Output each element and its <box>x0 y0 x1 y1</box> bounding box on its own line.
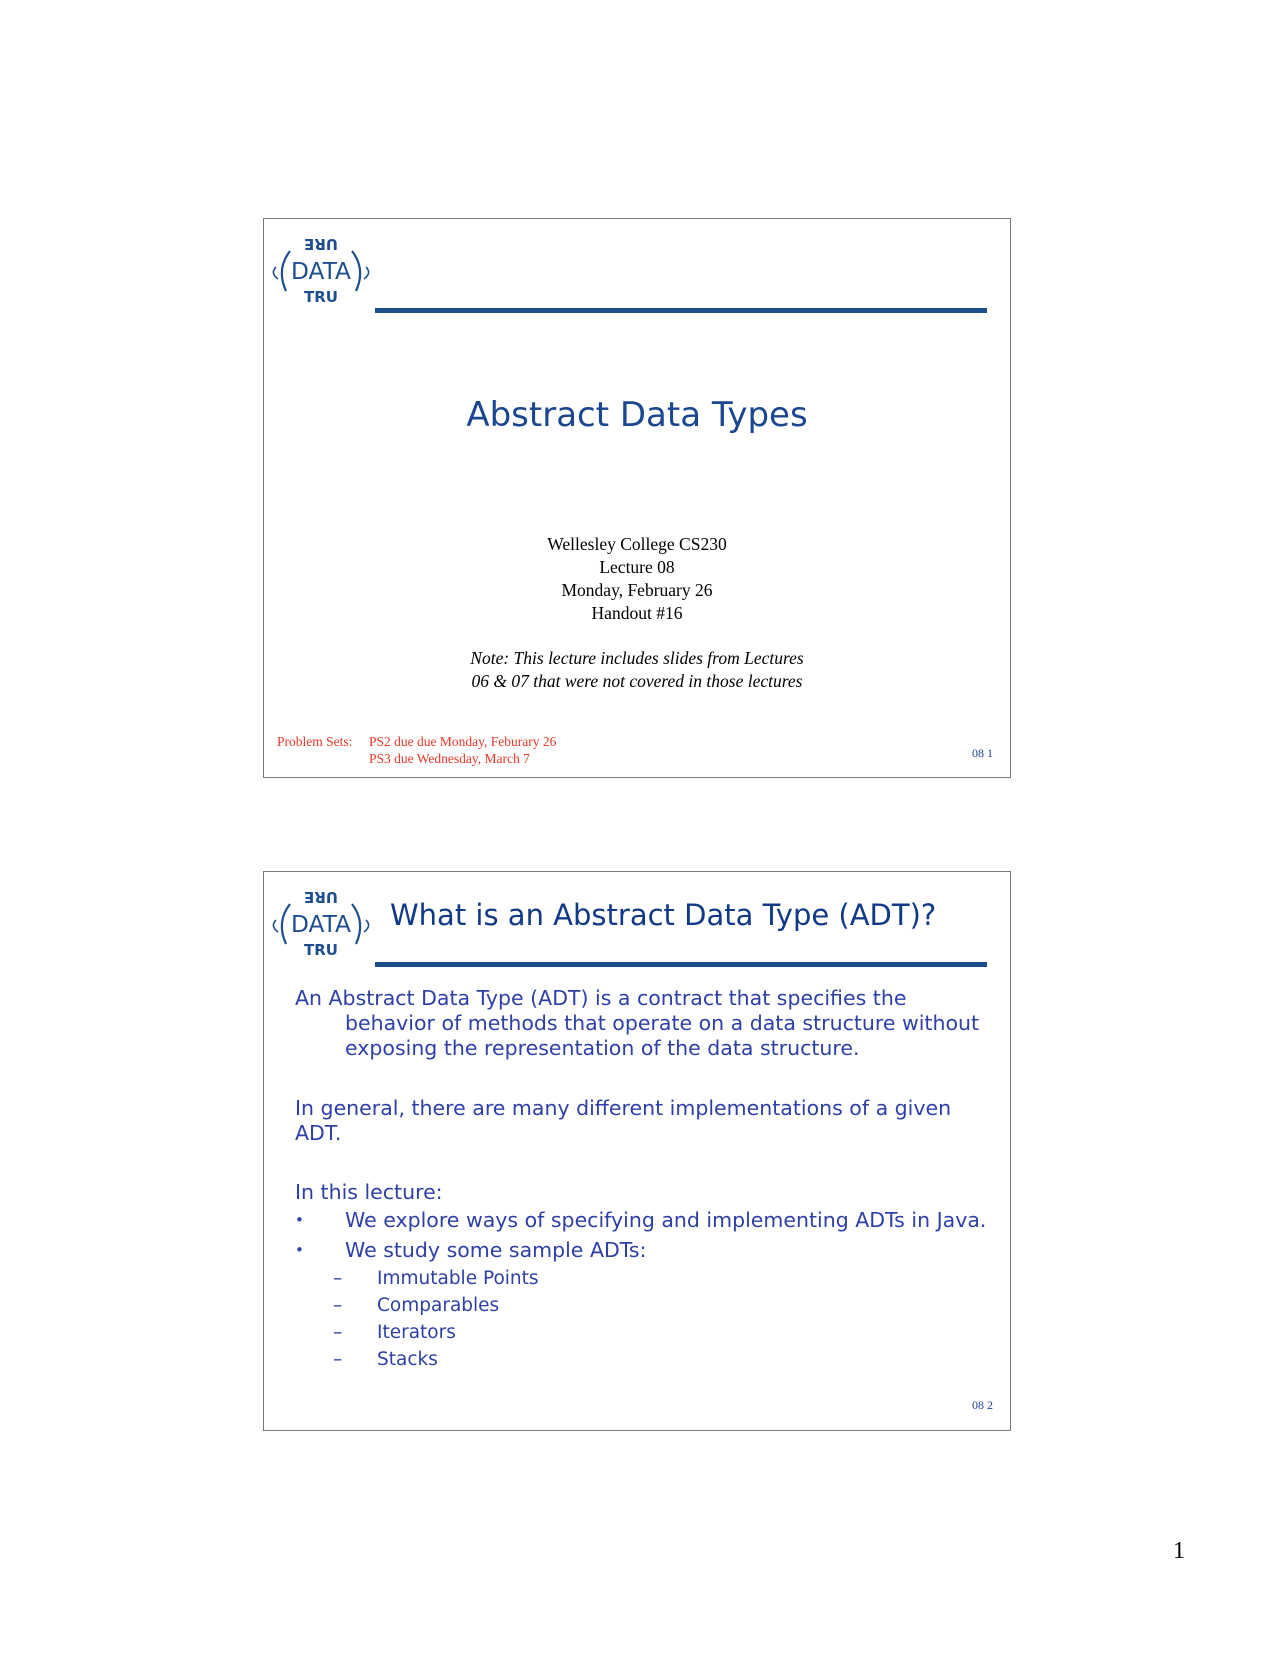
dash-icon: – <box>333 1349 343 1370</box>
lecture-line: Lecture 08 <box>599 557 675 577</box>
course-line: Wellesley College CS230 <box>547 534 727 554</box>
bullet-text: We explore ways of specifying and implementing ADTs in Java. <box>345 1208 987 1232</box>
slide-title: What is an Abstract Data Type (ADT)? <box>390 898 937 932</box>
lecture-intro: In this lecture: <box>295 1180 443 1204</box>
slide-2 <box>263 871 1011 1431</box>
handout-line: Handout #16 <box>591 603 683 623</box>
bullet-text: We study some sample ADTs: <box>345 1238 647 1262</box>
lecture-info <box>264 533 1010 625</box>
slide-1 <box>263 218 1011 778</box>
dash-icon: – <box>333 1268 343 1289</box>
data-structures-logo-icon <box>268 882 374 962</box>
title-rule <box>375 308 987 313</box>
dash-icon: – <box>333 1322 343 1343</box>
sub-item-text: Iterators <box>377 1322 456 1343</box>
svg-text:DATA: DATA <box>291 912 352 938</box>
svg-text:DATA: DATA <box>291 259 352 285</box>
dash-icon: – <box>333 1295 343 1316</box>
problem-set-line: PS2 due due Monday, Feburary 26 <box>369 734 557 749</box>
bullet-icon: • <box>295 1211 304 1229</box>
sub-list-item <box>295 1265 995 1292</box>
sub-item-text: Immutable Points <box>377 1268 539 1289</box>
slide-number: 08 1 <box>972 746 993 760</box>
list-item <box>295 1235 995 1265</box>
list-item <box>295 1205 995 1235</box>
lecture-note <box>264 647 1010 693</box>
note-line: Note: This lecture includes slides from Lectures <box>470 648 804 668</box>
slide-number: 08 2 <box>972 1398 993 1412</box>
svg-text:URE: URE <box>304 888 338 906</box>
problem-set-line: PS3 due Wednesday, March 7 <box>369 751 530 766</box>
data-structures-logo-icon <box>268 229 374 309</box>
bullet-icon: • <box>295 1241 304 1259</box>
slide-title: Abstract Data Types <box>466 395 808 435</box>
sub-list-item <box>295 1292 995 1319</box>
sub-list-item <box>295 1319 995 1346</box>
slide-body <box>295 986 995 1373</box>
problem-sets <box>277 733 556 767</box>
svg-text:URE: URE <box>304 235 338 253</box>
date-line: Monday, February 26 <box>561 580 713 600</box>
svg-text:TRU: TRU <box>304 941 338 959</box>
sub-list-item <box>295 1346 995 1373</box>
sub-item-text: Comparables <box>377 1295 500 1316</box>
adt-implementations: In general, there are many different implementations of a given ADT. <box>295 1096 952 1145</box>
note-line: 06 & 07 that were not covered in those lectures <box>471 671 803 691</box>
svg-text:TRU: TRU <box>304 288 338 306</box>
sub-item-text: Stacks <box>377 1349 438 1370</box>
adt-definition: An Abstract Data Type (ADT) is a contract that specifies the behavior of methods that operate on a data structure without exposing the representation of the data structure. <box>295 986 980 1060</box>
page-number: 1 <box>1173 1538 1185 1564</box>
problem-sets-label: Problem Sets: <box>277 734 353 749</box>
title-rule <box>375 962 987 967</box>
